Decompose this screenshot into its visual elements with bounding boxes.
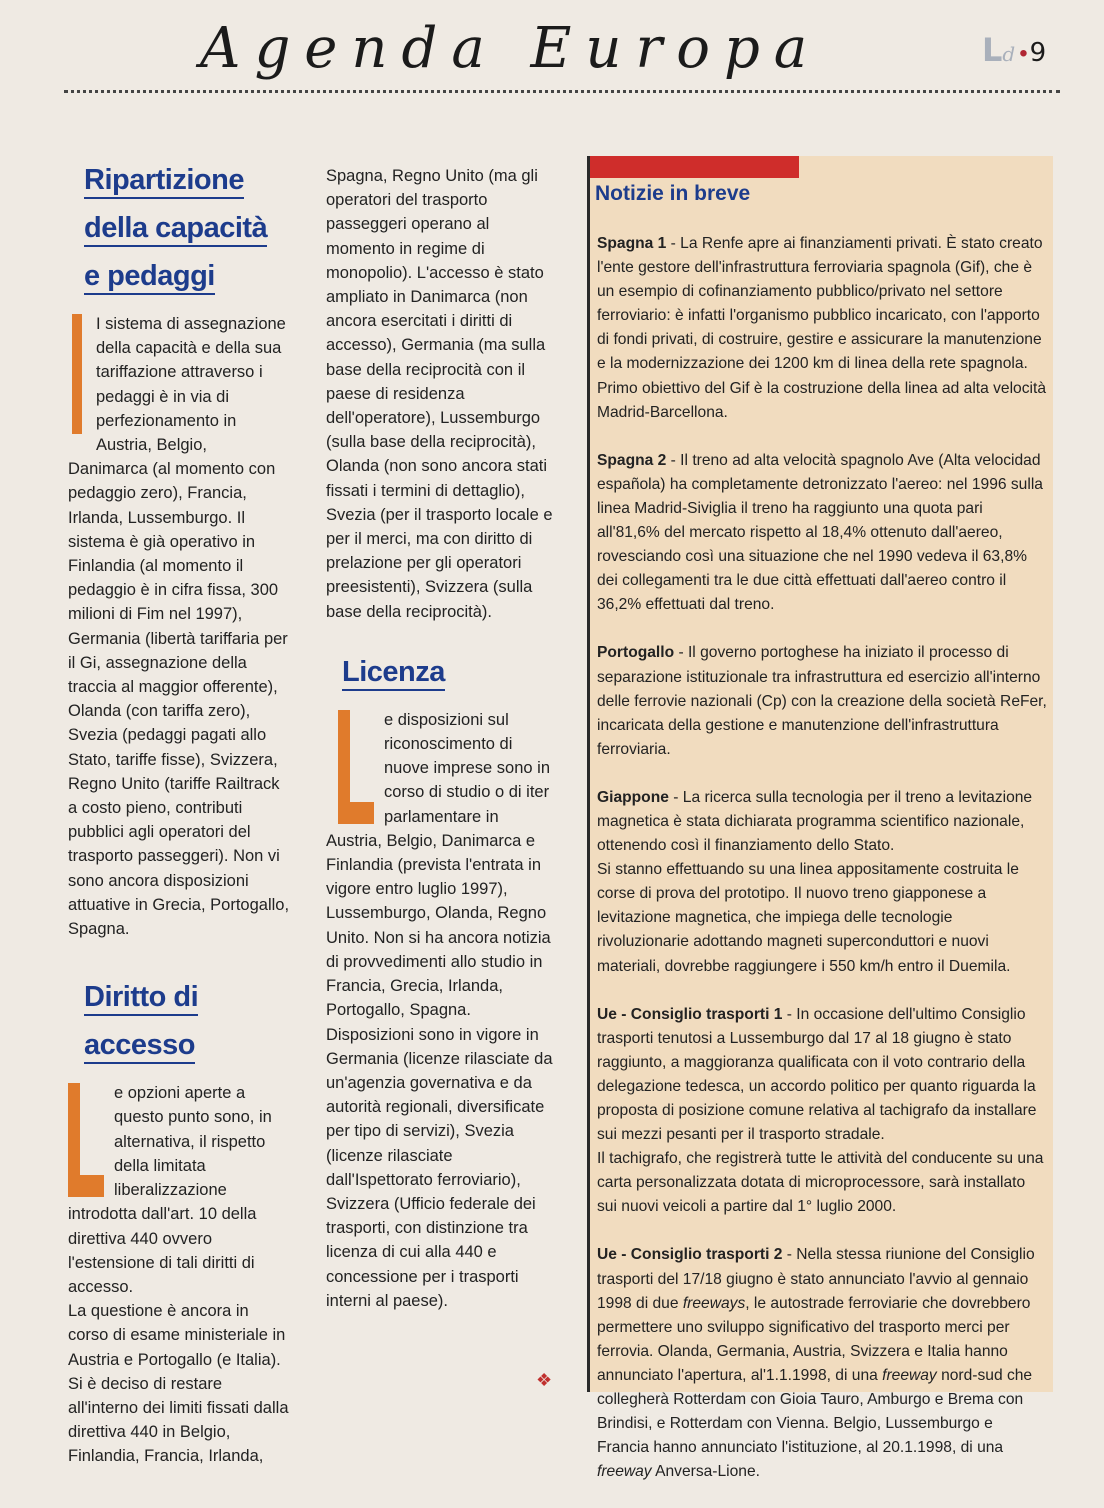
news-item: Ue - Consiglio trasporti 2 - Nella stessa riunione del Consiglio trasporti del 17/18 giugno è stato annunciato l'avvio al gennaio 1998 di due freeways, le autostrade ferroviarie che dovrebbero permettere uno sviluppo significativo del trasporto merci per ferrovia. Olanda, Germania, Austria, Svizzera e Italia hanno annunciato l'apertura, al'1.1.1998, di una freeway nord-sud che collegherà Rotterdam con Gioia Tauro, Amburgo e Brema con Brindisi, e Rotterdam con Vienna. Belgio, Lussemburgo e Francia hanno annunciato l'istituzione, al 20.1.1998, di una freeway Anversa-Lione. — [597, 1246, 1035, 1481]
paragraph: I sistema di assegnazione della capacità e della sua tariffazione attraverso i pedaggi è in via di perfezionamento in Austria, Belgio, Danimarca (al momento con pedaggio zero), Francia, Irlanda, Lussemburgo. Il sistema è già operativo in Finlandia (al momento il pedaggio è in cifra fissa, 300 milioni di Fim nel 1997), Germania (libertà tariffaria per il Gi, assegnazione della traccia al maggior offerente), Olanda (con tariffa zero), Svezia (pedaggi pagati allo Stato, tariffe fisse), Svizzera, Regno Unito (tariffe Railtrack a costo pieno, contributi pubblici agli operatori del trasporto passeggeri). Non vi sono ancora disposizioni attuative in Grecia, Portogallo, Spagna. — [68, 315, 290, 939]
section-heading-ripartizione: Ripartizione della capacità e pedaggi — [68, 156, 290, 300]
paragraph: e opzioni aperte a questo punto sono, in alternativa, il rispetto della limitata liberalizzazione introdotta dall'art. 10 della direttiva 440 ovvero l'estensione di tali diritti di accesso. — [68, 1084, 272, 1296]
page-number: 9 — [1029, 38, 1047, 68]
paragraph: La questione è ancora in corso di esame ministeriale in Austria e Portogallo (e Italia). Si è deciso di restare all'interno dei limiti fissati dalla direttiva 440 in Belgio, Finlandia, Francia, Irlanda, — [68, 1302, 289, 1466]
box-body — [597, 232, 1047, 1508]
end-mark-icon: ❖ — [536, 1370, 553, 1390]
box-left-rule — [587, 156, 590, 1392]
drop-cap-L — [68, 1083, 104, 1197]
news-sidebar-box — [587, 156, 1053, 1481]
news-item: Ue - Consiglio trasporti 1 - In occasione dell'ultimo Consiglio trasporti tenutosi a Lussemburgo dal 17 al 18 giugno è stato raggiunto, a maggioranza qualificata con il voto contrario della delegazione tedesca, un accordo politico per quanto riguarda la proposta di posizione comune relativa al tachigrafo da installare sui mezzi pesanti per il trasporto stradale. Il tachigrafo, che registrerà tutte le attività del conducente su una carta personalizzata dotata di microprocessore, sarà installato sui nuovi veicoli a partire dal 1° luglio 2000. — [597, 1005, 1044, 1216]
paragraph: Disposizioni sono in vigore in Germania (licenze rilasciate da un'agenzia governativa e da autorità regionali, diversificate per tipo di servizi), Svezia (licenze rilasciate dall'Ispettorato ferroviario), Svizzera (Ufficio federale dei trasporti, con distinzione tra licenza di cui alla 440 e concessione per i trasporti interni al paese). — [326, 1025, 553, 1310]
news-item: Spagna 2 - Il treno ad alta velocità spagnolo Ave (Alta velocidad española) ha completamente detronizzato l'aereo: nel 1996 sulla linea Madrid-Siviglia il treno ha raggiunto una quota pari all'81,6% del mercato rispetto al 18,4% ottenuto dall'aereo, rovesciando così una situazione che nel 1990 vedeva il 63,8% dei collegamenti tra le due città effettuati dall'aereo contro il 36,2% effettuati dal treno. — [597, 451, 1043, 614]
article-column-2 — [326, 164, 554, 1313]
drop-cap-I — [72, 314, 82, 434]
section-heading-diritto-accesso: Diritto di accesso — [68, 973, 290, 1069]
drop-cap-L — [338, 710, 374, 824]
paragraph: e disposizioni sul riconoscimento di nuove imprese sono in corso di studio o di iter parlamentare in Austria, Belgio, Danimarca e Finlandia (prevista l'entrata in vigore entro luglio 1997), Lussemburgo, Olanda, Regno Unito. Non si ha ancora notizia di provvedimenti allo studio in Francia, Grecia, Irlanda, Portogallo, Spagna. — [326, 710, 551, 1020]
news-item: Giappone - La ricerca sulla tecnologia per il treno a levitazione magnetica è stata dichiarata programma scientifico nazionale, ottenendo così il finanziamento dello Stato. Si stanno effettuando su una linea appositamente costruita le corse di prova del prototipo. Il nuovo treno giapponese a levitazione magnetica, che impiega delle tecnologie rivoluzionarie adottando magneti superconduttori e nuovi materiali, dovrebbe raggiungere i 550 km/h entro il Duemila. — [597, 788, 1033, 975]
box-accent-bar — [587, 156, 799, 178]
page-header-title: Agenda Europa — [200, 16, 822, 81]
paragraph: Spagna, Regno Unito (ma gli operatori del trasporto passeggeri operano al momento in regime di monopolio). L'accesso è stato ampliato in Danimarca (non ancora esercitati i diritti di accesso), Germania (ma sulla base della reciprocità con il paese di residenza dell'operatore), Lussemburgo (sulla base della reciprocità), Olanda (non sono ancora stati fissati i termini di dettaglio), Svezia (per il trasporto locale e per il merci, ma con diritto di prelazione per gli operatori preesistenti), Svizzera (sulla base della reciprocità). — [326, 167, 553, 621]
article-column-1 — [68, 156, 290, 1469]
logo-mark: L — [982, 31, 1003, 69]
news-item: Portogallo - Il governo portoghese ha iniziato il processo di separazione istituzionale tra infrastruttura ed esercizio all'interno delle ferrovie nazionali (Cp) con la creazione della società ReFer, incaricata della gestione e manutenzione dell'infrastruttura ferroviaria. — [597, 644, 1047, 758]
magazine-logo: Ld •9 — [982, 31, 1047, 69]
box-title: Notizie in breve — [595, 182, 751, 205]
header-dotted-rule — [64, 90, 1060, 93]
news-item: Spagna 1 - La Renfe apre ai finanziamenti privati. È stato creato l'ente gestore dell'infrastruttura ferroviaria spagnola (Gif), che è un esempio di cofinanziamento pubblico/privato nel settore ferroviario: è infatti l'organismo pubblico incaricato, con l'apporto di fondi privati, di costruire, gestire e assicurare la manutenzione e la modernizzazione dei 1200 km di linea della rete spagnola. Primo obiettivo del Gif è la costruzione della linea ad alta velocità Madrid-Barcellona. — [597, 235, 1046, 421]
bullet-icon: • — [1019, 40, 1028, 67]
section-heading-licenza: Licenza — [326, 648, 554, 696]
